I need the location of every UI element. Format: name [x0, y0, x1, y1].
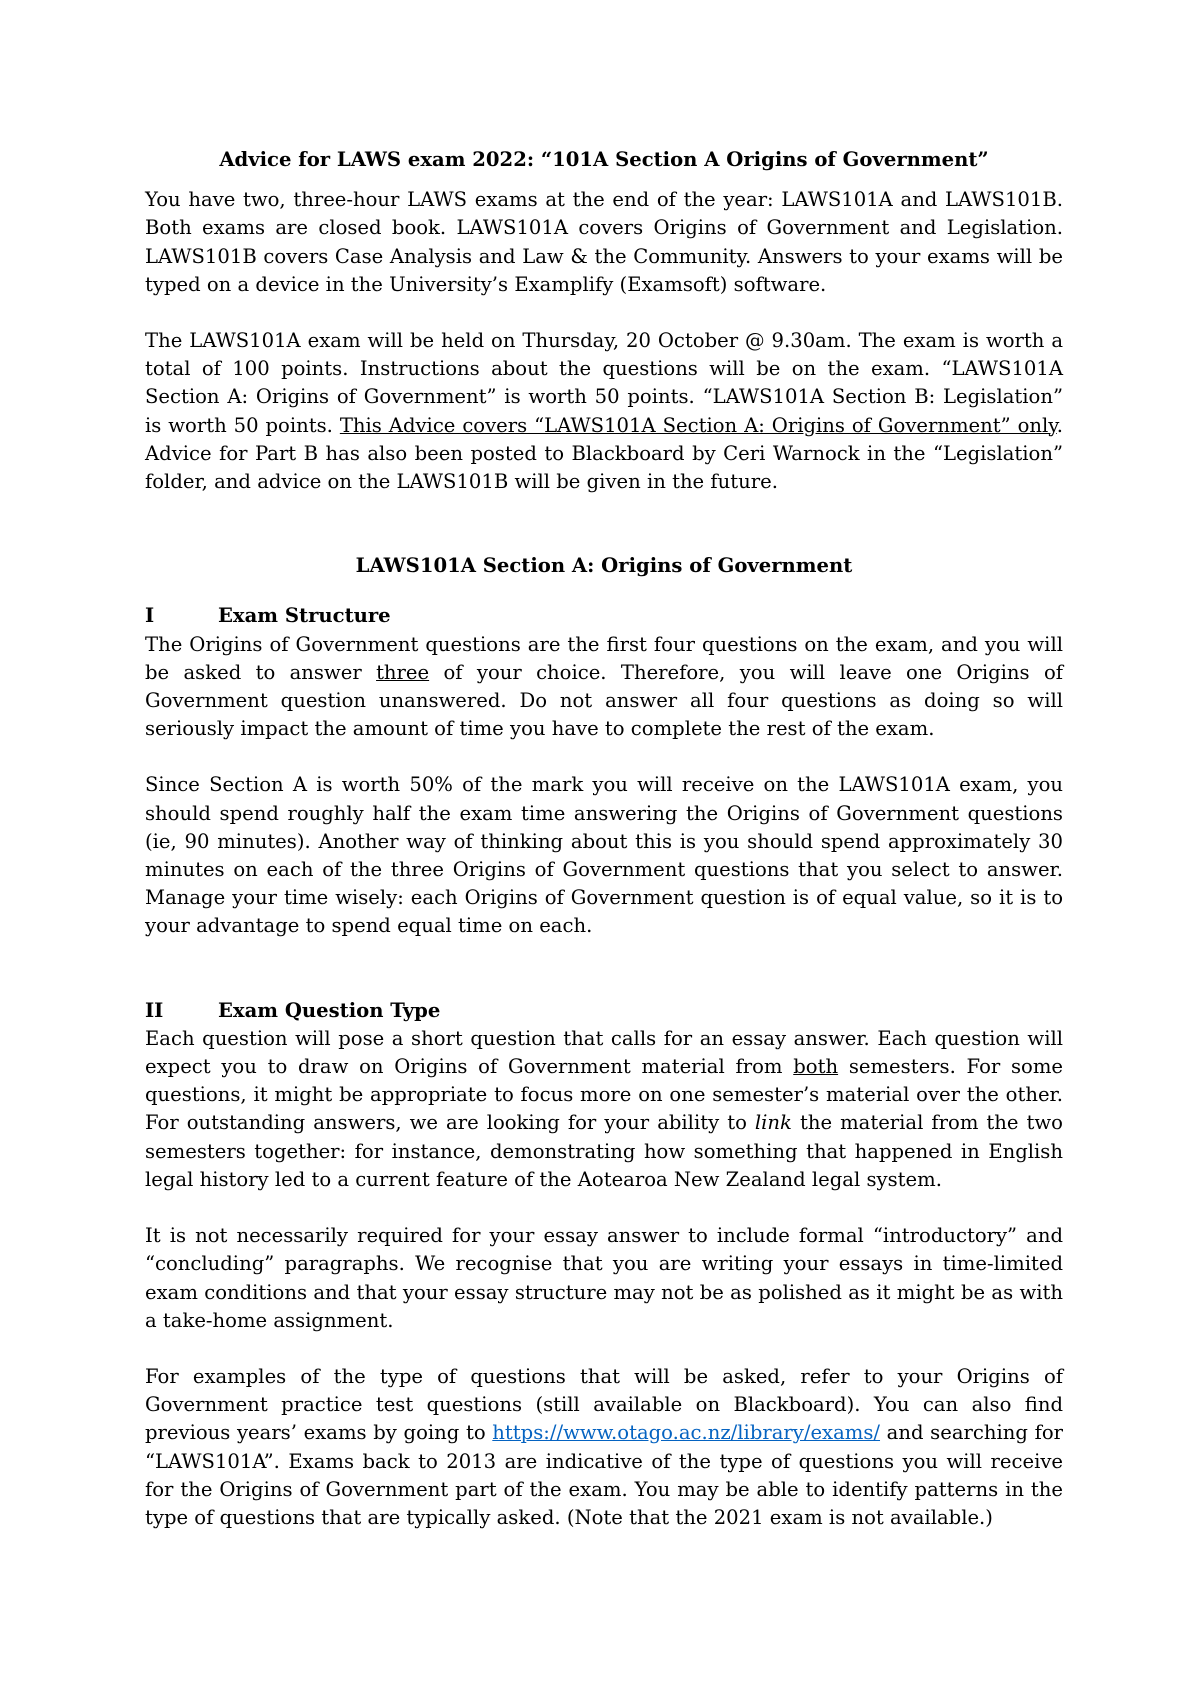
library-exams-link[interactable]: https://www.otago.ac.nz/library/exams/	[492, 1421, 881, 1445]
exam-structure-text: The Origins of Government questions are the first four questions on the exam, and you will be asked to answer	[145, 632, 1063, 684]
heading-text: Exam Question Type	[218, 998, 441, 1022]
heading-number: II	[145, 998, 164, 1022]
time-management-paragraph: Since Section A is worth 50% of the mark you will receive on the LAWS101A exam, you should spend roughly half the exam time answering the Origins of Government questions (ie, 90 minutes). Another way of thinking about this is you should spend approximately 30 minutes on each of the three Origins of Government questions that you select to answer. Manage your time wisely: each Origins of Government question is of equal value, so it is to your advantage to spend equal time on each.	[145, 773, 1063, 938]
examples-text-end: and searching for “LAWS101A”. Exams back to 2013 are indicative of the type of questions you will receive for the Origins of Government part of the exam. You may be able to identify patterns in the type of questions that are typically asked. (Note that the 2021 exam is not available.)	[145, 1421, 1063, 1529]
exam-details-paragraph	[145, 327, 1063, 496]
question-type-text: Each question will pose a short question that calls for an essay answer. Each question will expect you to draw on Origins of Government material from	[145, 1026, 1063, 1079]
document-title: Advice for LAWS exam 2022: “101A Section A Origins of Government”	[219, 148, 989, 171]
exam-structure-paragraph	[145, 631, 1063, 744]
intro-paragraph: You have two, three-hour LAWS exams at the end of the year: LAWS101A and LAWS101B. Both exams are closed book. LAWS101A covers Origins of Government and Legislation. LAWS101B covers Case Analysis and Law & the Community. Answers to your exams will be typed on a device in the University’s Examplify (Examsoft) software.	[145, 188, 1063, 296]
section-title: LAWS101A Section A: Origins of Government	[355, 554, 853, 578]
document-body	[145, 146, 1063, 1532]
heading-question-type	[145, 997, 1063, 1025]
heading-text: Exam Structure	[218, 604, 391, 628]
examples-text: For examples of the type of questions that will be asked, refer to your Origins of Government practice test questions (still available on Blackboard). You can also find previous years’ exams by going to	[145, 1364, 1063, 1445]
question-type-text-mid: semesters. For some questions, it might be appropriate to focus more on one semester’s material over the other. For outstanding answers, we are looking for your ability to	[145, 1055, 1063, 1135]
question-type-text-end: the material from the two semesters together: for instance, demonstrating how something that happened in English legal history led to a current feature of the Aotearoa New Zealand legal system.	[145, 1111, 1063, 1191]
exam-structure-text-end: of your choice. Therefore, you will leave one Origins of Government question unanswered. Do not answer all four questions as doing so will seriously impact the amount of time you have to complete the rest of the exam.	[145, 660, 1063, 741]
heading-number: I	[145, 604, 155, 628]
underlined-both: both	[793, 1055, 839, 1079]
advice-scope-note: This Advice covers “LAWS101A Section A: Origins of Government” only	[339, 413, 1057, 437]
exam-details-text: The LAWS101A exam will be held on Thursday, 20 October @ 9.30am. The exam is worth a total of 100 points. Instructions about the questions will be on the exam. “LAWS101A Section A: Origins of Government” is worth 50 points. “LAWS101A Section B: Legislation” is worth 50 points.	[145, 329, 1063, 437]
examples-paragraph	[145, 1363, 1063, 1532]
underlined-three: three	[376, 660, 430, 684]
essay-structure-paragraph: It is not necessarily required for your essay answer to include formal “introductory” and “concluding” paragraphs. We recognise that you are writing your essays in time-limited exam conditions and that your essay structure may not be as polished as it might be as with a take-home assignment.	[145, 1224, 1063, 1332]
heading-exam-structure	[145, 602, 1063, 630]
exam-details-text-end: . Advice for Part B has also been posted to Blackboard by Ceri Warnock in the “Legislation” folder, and advice on the LAWS101B will be given in the future.	[145, 413, 1063, 494]
question-type-paragraph	[145, 1025, 1063, 1194]
italic-link-word: link	[754, 1111, 792, 1135]
